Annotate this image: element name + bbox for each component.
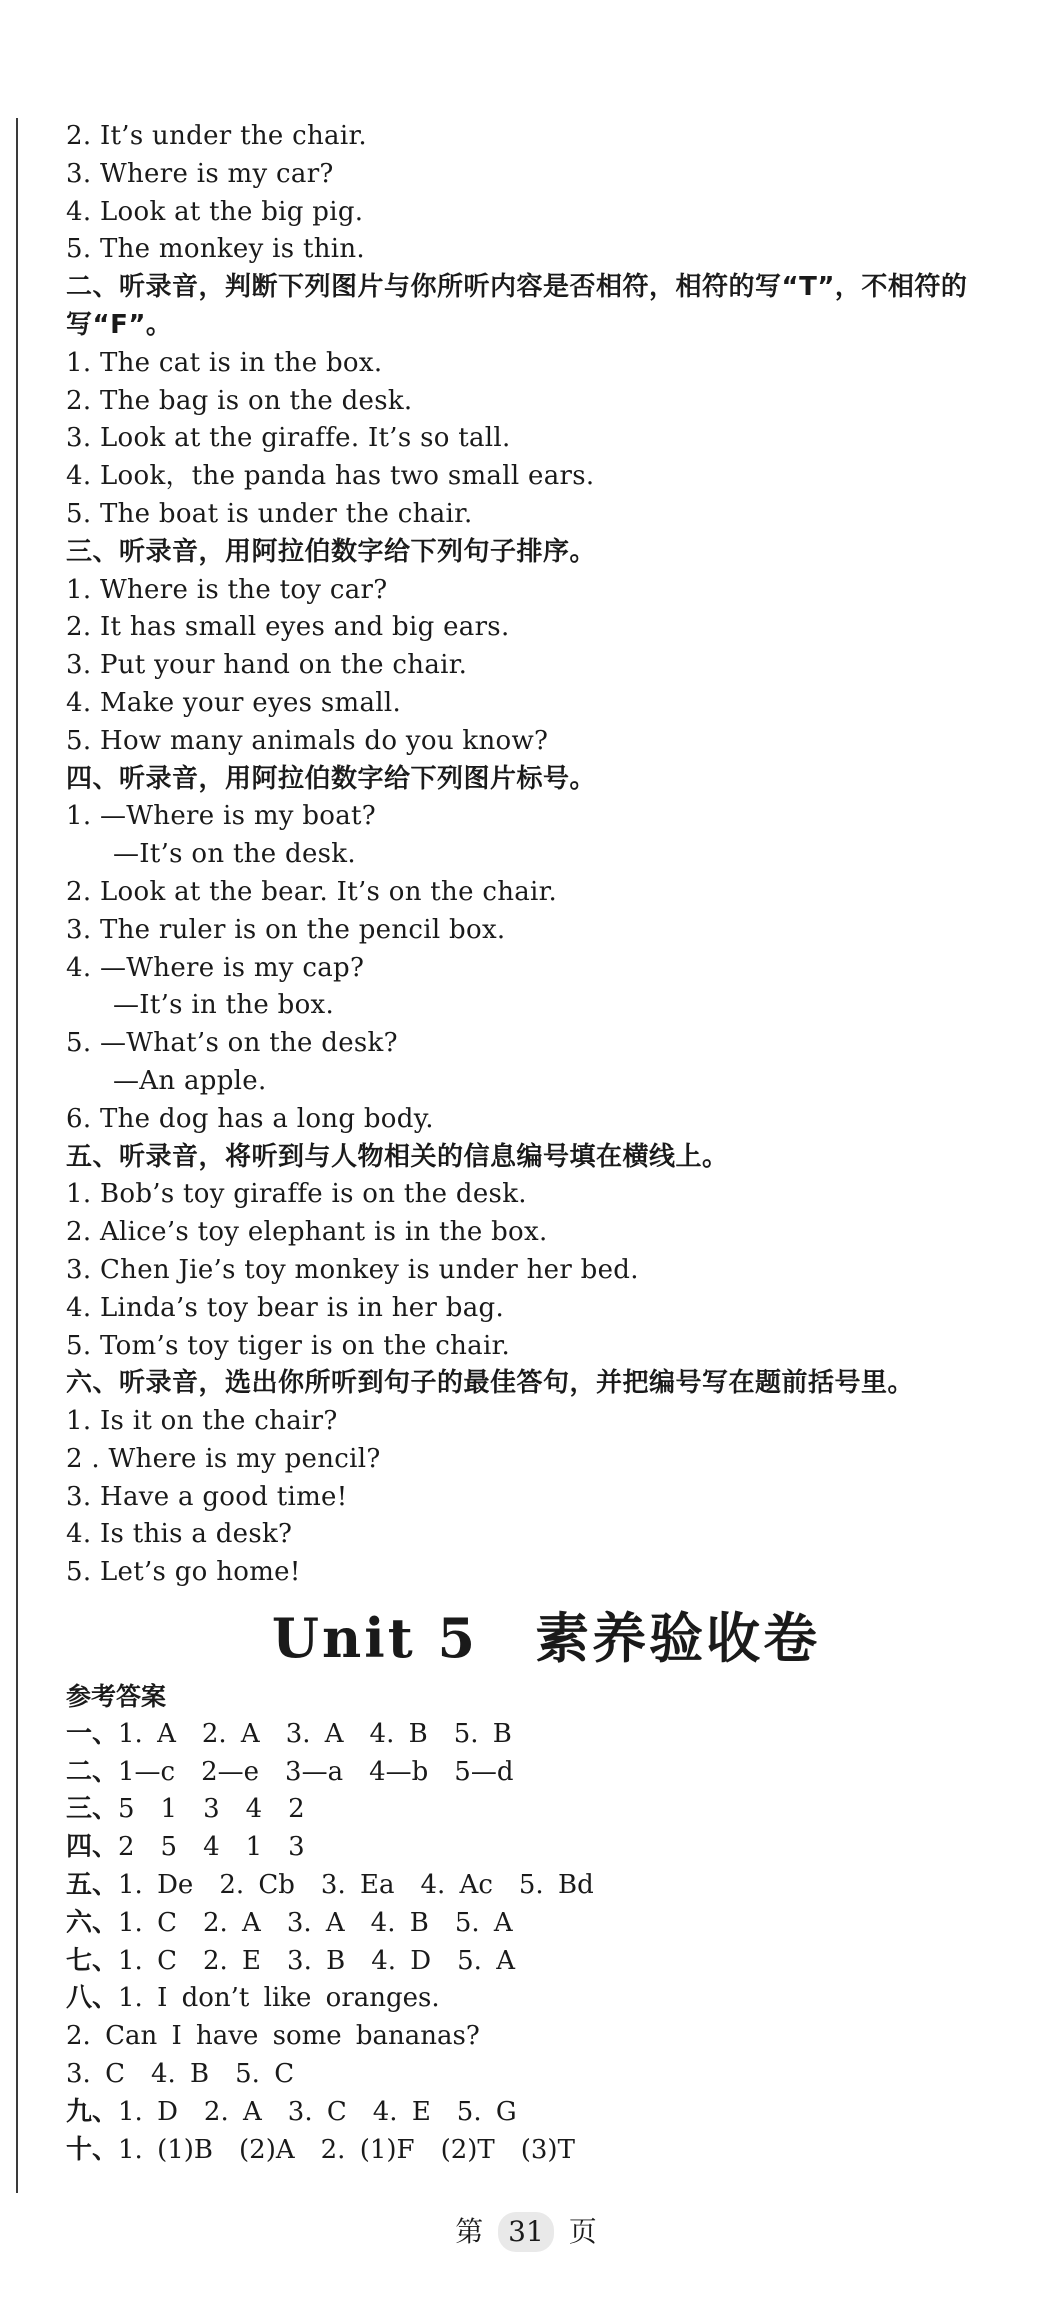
- script-line: 4. Make your eyes small.: [66, 687, 402, 718]
- listening-script: [66, 118, 1026, 1592]
- answer-text: 1. (1)B (2)A 2. (1)F (2)T (3)T: [118, 2134, 575, 2165]
- page-footer: [0, 2212, 1052, 2252]
- answer-row: [66, 1829, 1026, 1867]
- script-line: 1. The cat is in the box.: [66, 347, 383, 378]
- script-line: 2. Look at the bear. It’s on the chair.: [66, 876, 558, 907]
- script-line: 4. Is this a desk?: [66, 1519, 293, 1550]
- answer-row: [66, 2094, 1026, 2132]
- script-line: 5. Let’s go home!: [66, 1557, 301, 1588]
- script-line: 1. Where is the toy car?: [66, 574, 388, 605]
- script-line: 3. Chen Jie’s toy monkey is under her bed.: [66, 1254, 639, 1285]
- answer-row: [66, 1867, 1026, 1905]
- script-line: 3. Where is my car?: [66, 158, 334, 189]
- script-line: 1. Is it on the chair?: [66, 1406, 338, 1437]
- answer-text: 3. C 4. B 5. C: [66, 2059, 295, 2090]
- answer-row: [66, 2132, 1026, 2170]
- script-line: 5. Tom’s toy tiger is on the chair.: [66, 1330, 511, 1361]
- page-number: 31: [498, 2212, 554, 2252]
- script-line: 2. Alice’s toy elephant is in the box.: [66, 1217, 548, 1248]
- answer-row: [66, 2056, 1026, 2094]
- script-line: 4. Linda’s toy bear is in her bag.: [66, 1292, 505, 1323]
- answer-text: 1. A 2. A 3. A 4. B 5. B: [118, 1718, 512, 1749]
- answer-text: 1. C 2. A 3. A 4. B 5. A: [118, 1907, 513, 1938]
- script-line: 3. Have a good time!: [66, 1481, 348, 1512]
- answer-label: 六、: [66, 1907, 119, 1938]
- section-heading: 三、听录音，用阿拉伯数字给下列句子排序。: [66, 536, 597, 567]
- answer-row: [66, 1980, 1026, 2018]
- answer-label: 四、: [66, 1832, 119, 1863]
- script-reply-line: —It’s on the desk.: [113, 839, 356, 870]
- script-line: 3. The ruler is on the pencil box.: [66, 914, 506, 945]
- script-line: 3. Look at the giraffe. It’s so tall.: [66, 423, 511, 454]
- script-line: 3. Put your hand on the chair.: [66, 650, 468, 681]
- script-line: 6. The dog has a long body.: [66, 1103, 434, 1134]
- answer-row: [66, 1943, 1026, 1981]
- unit-title: Unit 5 素养验收卷: [271, 1606, 821, 1671]
- script-line: 5. How many animals do you know?: [66, 725, 549, 756]
- footer-prefix: 第: [455, 2215, 484, 2248]
- section-heading: 五、听录音，将听到与人物相关的信息编号填在横线上。: [66, 1141, 729, 1172]
- answer-label: 七、: [66, 1945, 119, 1976]
- script-line: 4. Look at the big pig.: [66, 196, 364, 227]
- section-heading: 二、听录音，判断下列图片与你所听内容是否相符，相符的写“T”，不相符的写“F”。: [66, 272, 968, 340]
- footer-suffix: 页: [568, 2215, 597, 2248]
- left-margin-rule: [16, 118, 18, 2193]
- section-heading: 六、听录音，选出你所听到句子的最佳答句，并把编号写在题前括号里。: [66, 1368, 915, 1399]
- answers-heading: 参考答案: [66, 1682, 167, 1712]
- answer-text: 5 1 3 4 2: [118, 1794, 305, 1825]
- script-line: 4. —Where is my cap?: [66, 952, 365, 983]
- answer-row: [66, 1754, 1026, 1792]
- answer-row: [66, 2018, 1026, 2056]
- answer-text: 2. Can I have some bananas?: [66, 2021, 480, 2052]
- answer-key: [66, 1716, 1026, 2170]
- answer-row: [66, 1791, 1026, 1829]
- answer-label: 五、: [66, 1870, 119, 1901]
- answer-text: 1. De 2. Cb 3. Ea 4. Ac 5. Bd: [118, 1870, 594, 1901]
- answer-text: 1. C 2. E 3. B 4. D 5. A: [118, 1945, 515, 1976]
- answer-label: 三、: [66, 1794, 119, 1825]
- script-line: 2. It’s under the chair.: [66, 121, 367, 151]
- answer-label: 八、: [66, 1983, 119, 2014]
- answer-label: 九、: [66, 2096, 119, 2127]
- script-line: 2. It has small eyes and big ears.: [66, 612, 510, 643]
- section-heading: 四、听录音，用阿拉伯数字给下列图片标号。: [66, 763, 597, 794]
- script-line: 5. —What’s on the desk?: [66, 1028, 398, 1059]
- answer-text: 1—c 2—e 3—a 4—b 5—d: [118, 1756, 514, 1787]
- answer-text: 1. I don’t like oranges.: [118, 1983, 440, 2014]
- script-line: 1. —Where is my boat?: [66, 801, 377, 832]
- script-reply-line: —An apple.: [113, 1065, 267, 1096]
- answer-row: [66, 1716, 1026, 1754]
- script-line: 4. Look，the panda has two small ears.: [66, 461, 595, 492]
- script-line: 2 . Where is my pencil?: [66, 1443, 381, 1474]
- page-content: [66, 118, 1026, 2169]
- answer-text: 1. D 2. A 3. C 4. E 5. G: [118, 2096, 517, 2127]
- script-reply-line: —It’s in the box.: [113, 990, 335, 1021]
- page: [16, 0, 1036, 2316]
- script-line: 2. The bag is on the desk.: [66, 385, 413, 416]
- answer-row: [66, 1905, 1026, 1943]
- script-line: 5. The monkey is thin.: [66, 234, 365, 265]
- answer-text: 2 5 4 1 3: [118, 1832, 305, 1863]
- answer-label: 二、: [66, 1756, 119, 1787]
- script-line: 1. Bob’s toy giraffe is on the desk.: [66, 1179, 527, 1210]
- answer-label: 一、: [66, 1718, 119, 1749]
- answer-label: 十、: [66, 2134, 119, 2165]
- script-line: 5. The boat is under the chair.: [66, 498, 473, 529]
